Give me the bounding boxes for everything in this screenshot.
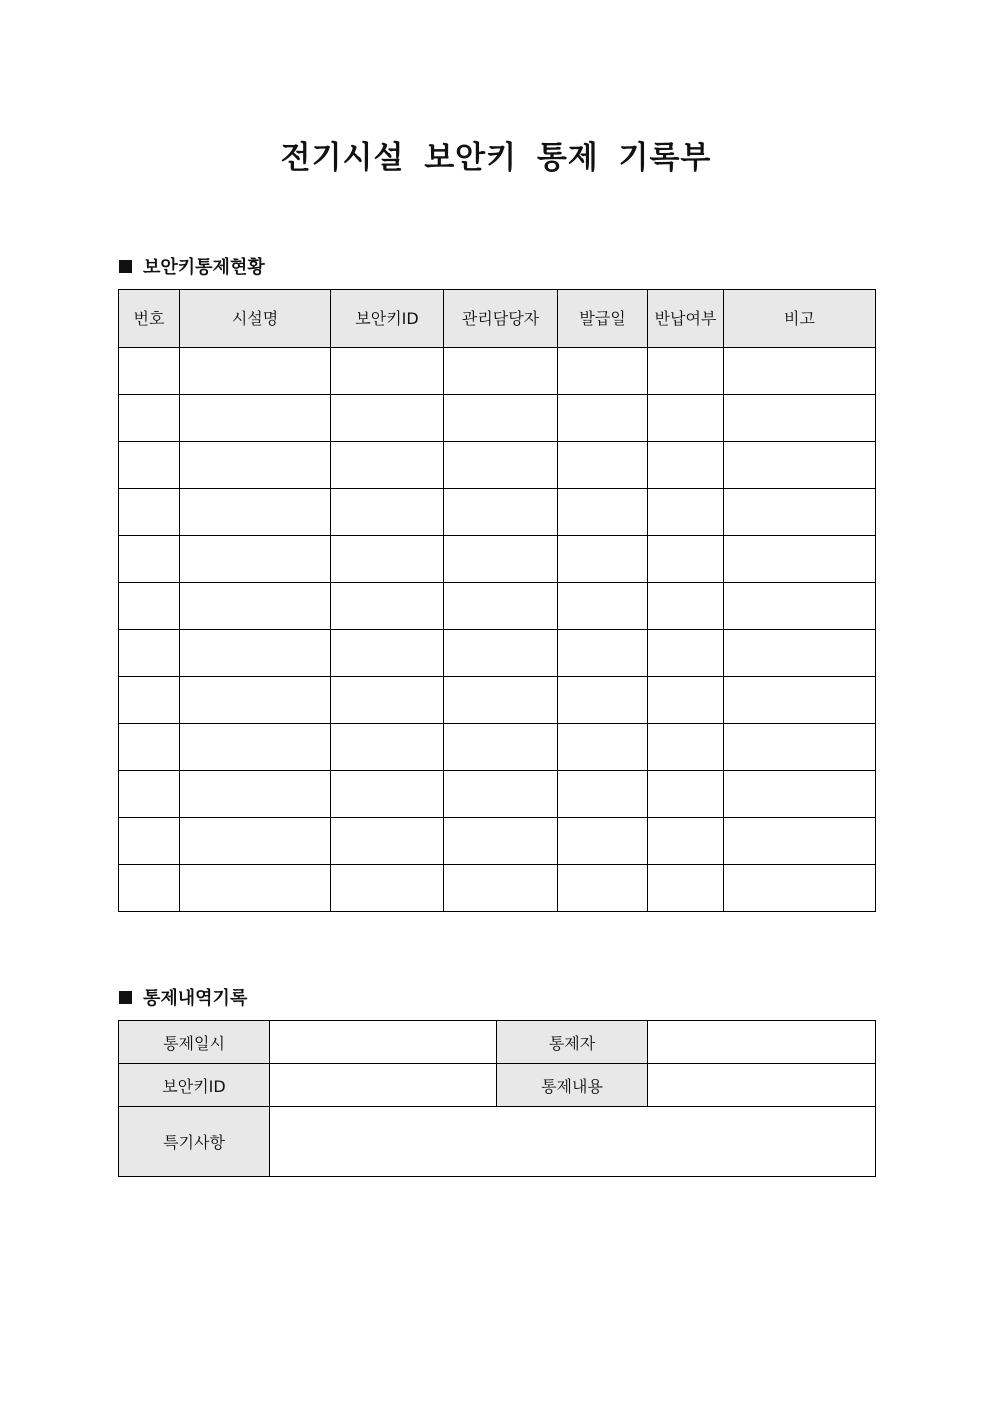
key-id-cell[interactable] bbox=[331, 536, 444, 583]
manager-cell[interactable] bbox=[444, 442, 558, 489]
manager-cell[interactable] bbox=[444, 771, 558, 818]
column-header-facility-name: 시설명 bbox=[180, 290, 331, 348]
returned-cell[interactable] bbox=[648, 630, 724, 677]
key-id-cell[interactable] bbox=[331, 818, 444, 865]
issue-date-cell[interactable] bbox=[558, 442, 648, 489]
manager-cell[interactable] bbox=[444, 583, 558, 630]
table-row bbox=[119, 583, 876, 630]
key-id-cell[interactable] bbox=[331, 677, 444, 724]
table-row bbox=[119, 348, 876, 395]
facility-name-cell[interactable] bbox=[180, 677, 331, 724]
number-cell[interactable] bbox=[119, 536, 180, 583]
manager-cell[interactable] bbox=[444, 348, 558, 395]
key-id-cell[interactable] bbox=[331, 724, 444, 771]
square-bullet-icon bbox=[119, 260, 132, 273]
table-row bbox=[119, 630, 876, 677]
column-header-remarks: 비고 bbox=[724, 290, 876, 348]
key-id-cell[interactable] bbox=[331, 348, 444, 395]
issue-date-cell[interactable] bbox=[558, 489, 648, 536]
remarks-cell[interactable] bbox=[724, 724, 876, 771]
table-row bbox=[119, 489, 876, 536]
issue-date-cell[interactable] bbox=[558, 583, 648, 630]
key-id-cell[interactable] bbox=[331, 630, 444, 677]
remarks-label: 특기사항 bbox=[119, 1107, 270, 1177]
issue-date-cell[interactable] bbox=[558, 724, 648, 771]
key-id-cell[interactable] bbox=[331, 442, 444, 489]
number-cell[interactable] bbox=[119, 677, 180, 724]
facility-name-cell[interactable] bbox=[180, 442, 331, 489]
number-cell[interactable] bbox=[119, 818, 180, 865]
controller-label: 통제자 bbox=[497, 1021, 648, 1064]
remarks-cell[interactable] bbox=[724, 489, 876, 536]
issue-date-cell[interactable] bbox=[558, 395, 648, 442]
facility-name-cell[interactable] bbox=[180, 724, 331, 771]
control-datetime-field[interactable] bbox=[270, 1021, 497, 1064]
issue-date-cell[interactable] bbox=[558, 771, 648, 818]
column-header-manager: 관리담당자 bbox=[444, 290, 558, 348]
facility-name-cell[interactable] bbox=[180, 536, 331, 583]
key-id-cell[interactable] bbox=[331, 771, 444, 818]
control-record-table bbox=[118, 1020, 876, 1177]
number-cell[interactable] bbox=[119, 489, 180, 536]
key-status-table bbox=[118, 289, 876, 912]
number-cell[interactable] bbox=[119, 724, 180, 771]
number-cell[interactable] bbox=[119, 583, 180, 630]
issue-date-cell[interactable] bbox=[558, 677, 648, 724]
issue-date-cell[interactable] bbox=[558, 818, 648, 865]
table-row bbox=[119, 724, 876, 771]
returned-cell[interactable] bbox=[648, 583, 724, 630]
status-section-heading bbox=[119, 253, 265, 279]
table-header-row bbox=[119, 290, 876, 348]
key-id-label: 보안키ID bbox=[119, 1064, 270, 1107]
returned-cell[interactable] bbox=[648, 489, 724, 536]
number-cell[interactable] bbox=[119, 865, 180, 912]
facility-name-cell[interactable] bbox=[180, 630, 331, 677]
facility-name-cell[interactable] bbox=[180, 395, 331, 442]
control-content-field[interactable] bbox=[648, 1064, 876, 1107]
record-row bbox=[119, 1021, 876, 1064]
column-header-number: 번호 bbox=[119, 290, 180, 348]
table-row bbox=[119, 771, 876, 818]
remarks-cell[interactable] bbox=[724, 536, 876, 583]
returned-cell[interactable] bbox=[648, 724, 724, 771]
record-row bbox=[119, 1064, 876, 1107]
returned-cell[interactable] bbox=[648, 771, 724, 818]
returned-cell[interactable] bbox=[648, 677, 724, 724]
record-section-heading bbox=[119, 984, 247, 1010]
returned-cell[interactable] bbox=[648, 348, 724, 395]
returned-cell[interactable] bbox=[648, 395, 724, 442]
remarks-field[interactable] bbox=[270, 1107, 876, 1177]
manager-cell[interactable] bbox=[444, 395, 558, 442]
remarks-cell[interactable] bbox=[724, 442, 876, 489]
issue-date-cell[interactable] bbox=[558, 536, 648, 583]
number-cell[interactable] bbox=[119, 395, 180, 442]
returned-cell[interactable] bbox=[648, 865, 724, 912]
manager-cell[interactable] bbox=[444, 489, 558, 536]
control-content-label: 통제내용 bbox=[497, 1064, 648, 1107]
facility-name-cell[interactable] bbox=[180, 348, 331, 395]
remarks-cell[interactable] bbox=[724, 630, 876, 677]
manager-cell[interactable] bbox=[444, 865, 558, 912]
control-datetime-label: 통제일시 bbox=[119, 1021, 270, 1064]
manager-cell[interactable] bbox=[444, 677, 558, 724]
returned-cell[interactable] bbox=[648, 536, 724, 583]
remarks-cell[interactable] bbox=[724, 583, 876, 630]
facility-name-cell[interactable] bbox=[180, 583, 331, 630]
table-row bbox=[119, 818, 876, 865]
number-cell[interactable] bbox=[119, 630, 180, 677]
record-row bbox=[119, 1107, 876, 1177]
key-id-cell[interactable] bbox=[331, 489, 444, 536]
manager-cell[interactable] bbox=[444, 724, 558, 771]
column-header-returned: 반납여부 bbox=[648, 290, 724, 348]
table-row bbox=[119, 536, 876, 583]
document-title: 전기시설 보안키 통제 기록부 bbox=[280, 140, 712, 176]
key-id-cell[interactable] bbox=[331, 865, 444, 912]
remarks-cell[interactable] bbox=[724, 865, 876, 912]
table-row bbox=[119, 677, 876, 724]
number-cell[interactable] bbox=[119, 348, 180, 395]
table-row bbox=[119, 865, 876, 912]
column-header-key-id: 보안키ID bbox=[331, 290, 444, 348]
key-id-field[interactable] bbox=[270, 1064, 497, 1107]
column-header-issue-date: 발급일 bbox=[558, 290, 648, 348]
table-row bbox=[119, 395, 876, 442]
returned-cell[interactable] bbox=[648, 818, 724, 865]
facility-name-cell[interactable] bbox=[180, 771, 331, 818]
manager-cell[interactable] bbox=[444, 630, 558, 677]
manager-cell[interactable] bbox=[444, 536, 558, 583]
key-id-cell[interactable] bbox=[331, 395, 444, 442]
record-section-heading-label: 통제내역기록 bbox=[143, 988, 248, 1009]
returned-cell[interactable] bbox=[648, 442, 724, 489]
issue-date-cell[interactable] bbox=[558, 865, 648, 912]
remarks-cell[interactable] bbox=[724, 348, 876, 395]
controller-field[interactable] bbox=[648, 1021, 876, 1064]
remarks-cell[interactable] bbox=[724, 677, 876, 724]
manager-cell[interactable] bbox=[444, 818, 558, 865]
facility-name-cell[interactable] bbox=[180, 489, 331, 536]
status-section-heading-label: 보안키통제현황 bbox=[143, 257, 265, 278]
key-id-cell[interactable] bbox=[331, 583, 444, 630]
facility-name-cell[interactable] bbox=[180, 865, 331, 912]
issue-date-cell[interactable] bbox=[558, 630, 648, 677]
square-bullet-icon bbox=[119, 991, 132, 1004]
issue-date-cell[interactable] bbox=[558, 348, 648, 395]
remarks-cell[interactable] bbox=[724, 818, 876, 865]
table-row bbox=[119, 442, 876, 489]
number-cell[interactable] bbox=[119, 442, 180, 489]
remarks-cell[interactable] bbox=[724, 771, 876, 818]
remarks-cell[interactable] bbox=[724, 395, 876, 442]
number-cell[interactable] bbox=[119, 771, 180, 818]
facility-name-cell[interactable] bbox=[180, 818, 331, 865]
